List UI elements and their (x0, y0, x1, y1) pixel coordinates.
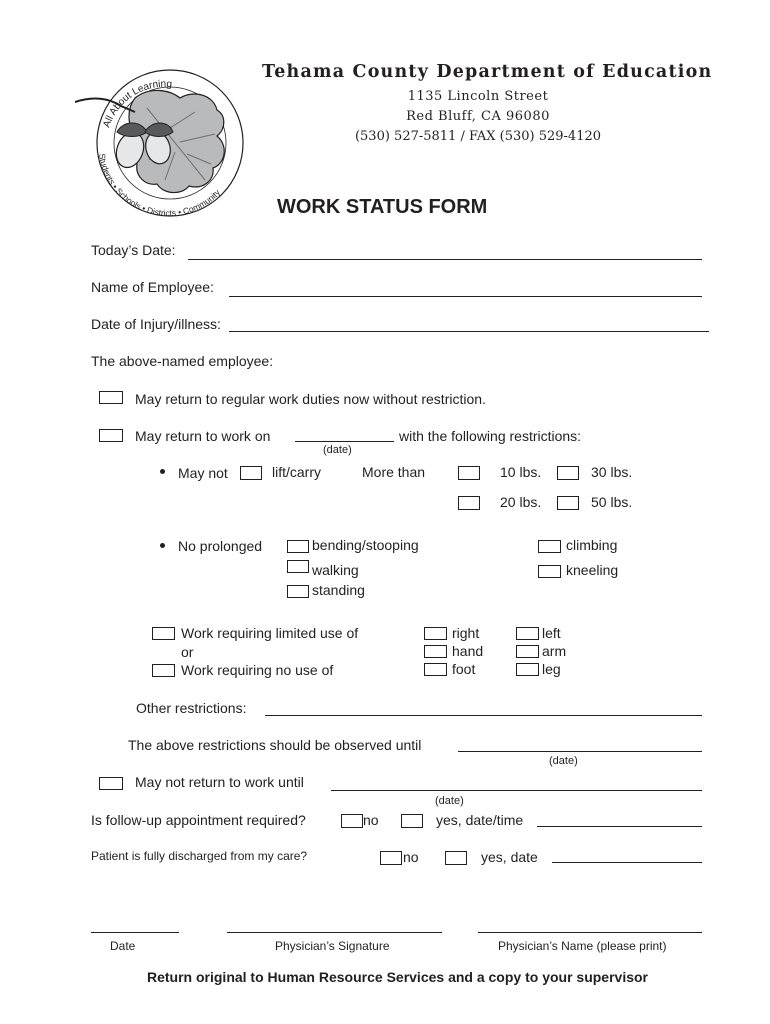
observed-until-field[interactable] (458, 751, 702, 752)
date-caption: (date) (435, 795, 464, 807)
lbs50-label: 50 lbs. (591, 494, 633, 510)
logo (75, 68, 245, 218)
walking-checkbox[interactable] (287, 560, 309, 573)
date-caption: (date) (549, 755, 578, 767)
right-checkbox[interactable] (424, 627, 447, 640)
followup-no-checkbox[interactable] (341, 814, 363, 828)
restricted-duty-checkbox[interactable] (99, 429, 123, 442)
physician-signature-line[interactable] (227, 932, 442, 933)
walking-label: walking (312, 562, 359, 578)
discharged-yes-label: yes, date (481, 849, 538, 865)
return-on-label: May return to work on (135, 428, 271, 444)
employee-name-field[interactable] (229, 296, 702, 297)
right-label: right (452, 625, 480, 641)
arm-label: arm (542, 643, 567, 659)
kneeling-checkbox[interactable] (538, 565, 561, 578)
lbs50-checkbox[interactable] (557, 496, 579, 510)
physician-name-label: Physician’s Name (please print) (498, 939, 667, 953)
left-label: left (542, 625, 561, 641)
oak-leaf-acorn-icon (75, 68, 245, 218)
bending-checkbox[interactable] (287, 540, 309, 553)
date-signature-line[interactable] (91, 932, 179, 933)
climbing-checkbox[interactable] (538, 540, 561, 553)
other-restrictions-field[interactable] (265, 715, 702, 716)
standing-label: standing (312, 582, 365, 598)
form-title: WORK STATUS FORM (277, 196, 488, 218)
address-line1: 1135 Lincoln Street (407, 89, 549, 104)
arm-checkbox[interactable] (516, 645, 539, 658)
foot-label: foot (452, 661, 476, 677)
return-date-field[interactable] (295, 441, 394, 442)
limited-use-label: Work requiring limited use of (181, 625, 359, 641)
bullet (160, 469, 165, 474)
no-prolonged-label: No prolonged (178, 538, 263, 554)
regular-duty-label: May return to regular work duties now without restriction. (135, 391, 486, 407)
standing-checkbox[interactable] (287, 585, 309, 598)
todays-date-label: Today’s Date: (91, 242, 176, 258)
may-not-return-field[interactable] (331, 790, 702, 791)
lbs30-checkbox[interactable] (557, 466, 579, 480)
hand-checkbox[interactable] (424, 645, 447, 658)
regular-duty-checkbox[interactable] (99, 391, 123, 404)
discharged-no-label: no (403, 849, 419, 865)
physician-signature-label: Physician’s Signature (275, 939, 390, 953)
logo-text-top: All About Learning (101, 78, 173, 130)
climbing-label: climbing (566, 537, 618, 553)
date-caption: (date) (323, 444, 352, 456)
lift-carry-checkbox[interactable] (240, 466, 262, 480)
no-use-label: Work requiring no use of (181, 662, 334, 678)
bullet (160, 543, 165, 548)
followup-yes-label: yes, date/time (436, 812, 524, 828)
foot-checkbox[interactable] (424, 663, 447, 676)
lbs20-checkbox[interactable] (458, 496, 480, 510)
leg-checkbox[interactable] (516, 663, 539, 676)
lift-carry-label: lift/carry (272, 464, 321, 480)
discharged-no-checkbox[interactable] (380, 851, 402, 865)
may-not-return-label: May not return to work until (135, 774, 304, 790)
logo-text-bottom: Students • Schools • Districts • Community (96, 152, 223, 218)
observed-until-label: The above restrictions should be observed until (128, 737, 422, 753)
physician-name-line[interactable] (478, 932, 702, 933)
left-checkbox[interactable] (516, 627, 539, 640)
more-than-label: More than (362, 464, 426, 480)
todays-date-field[interactable] (188, 259, 702, 260)
above-named-label: The above-named employee: (91, 353, 274, 369)
followup-label: Is follow-up appointment required? (91, 812, 306, 828)
discharged-label: Patient is fully discharged from my care? (91, 849, 308, 863)
no-use-checkbox[interactable] (152, 664, 175, 677)
footer-instruction: Return original to Human Resource Services and a copy to your supervisor (146, 969, 649, 985)
lbs10-checkbox[interactable] (458, 466, 480, 480)
date-sign-label: Date (110, 939, 136, 953)
limited-use-checkbox[interactable] (152, 627, 175, 640)
discharged-yes-checkbox[interactable] (445, 851, 467, 865)
employee-name-label: Name of Employee: (91, 279, 214, 295)
leg-label: leg (542, 661, 561, 677)
injury-date-field[interactable] (229, 331, 709, 332)
lbs10-label: 10 lbs. (500, 464, 542, 480)
followup-date-field[interactable] (537, 826, 702, 827)
or-label: or (181, 644, 194, 660)
bending-label: bending/stooping (312, 537, 419, 553)
may-not-return-checkbox[interactable] (99, 777, 123, 790)
hand-label: hand (452, 643, 484, 659)
org-name: Tehama County Department of Education (262, 62, 713, 82)
followup-no-label: no (363, 812, 379, 828)
kneeling-label: kneeling (566, 562, 619, 578)
discharged-date-field[interactable] (552, 862, 702, 863)
phone-fax: (530) 527-5811 / FAX (530) 529-4120 (354, 129, 602, 144)
injury-date-label: Date of Injury/illness: (91, 316, 221, 332)
followup-yes-checkbox[interactable] (401, 814, 423, 828)
may-not-label: May not (178, 465, 228, 481)
other-restrictions-label: Other restrictions: (136, 700, 247, 716)
lbs30-label: 30 lbs. (591, 464, 633, 480)
address-line2: Red Bluff, CA 96080 (406, 109, 550, 124)
with-restrictions-label: with the following restrictions: (399, 428, 582, 444)
lbs20-label: 20 lbs. (500, 494, 542, 510)
